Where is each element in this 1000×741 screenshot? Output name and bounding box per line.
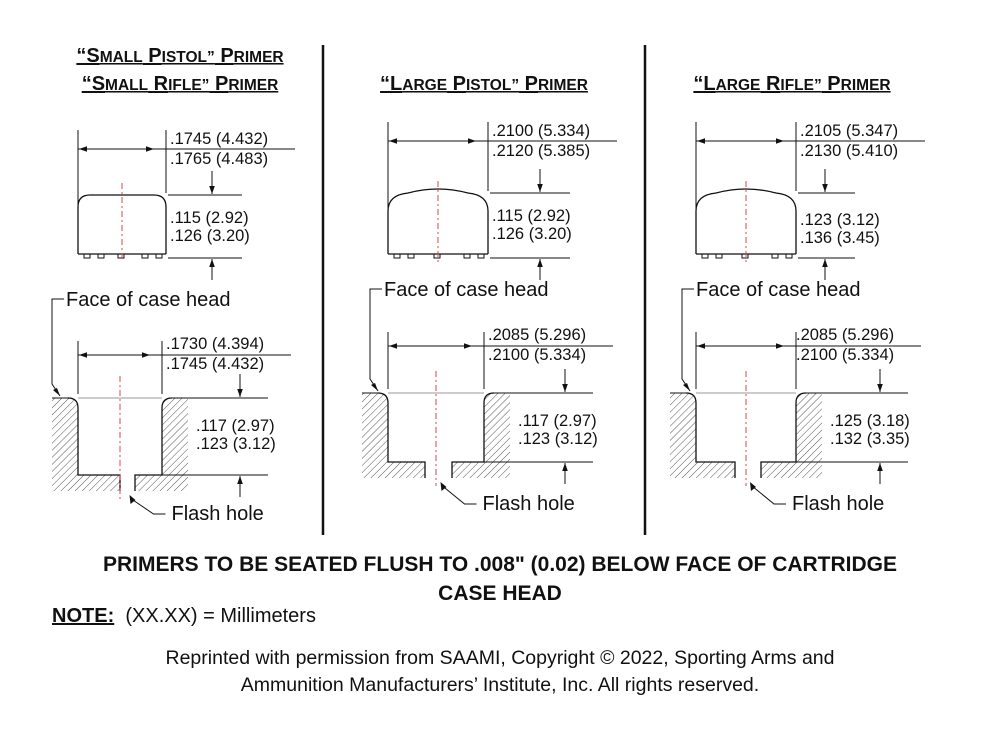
flash-hole-arrowhead	[441, 482, 447, 491]
copyright-credit	[0, 645, 1000, 699]
note-text: (XX.XX) = Millimeters	[125, 605, 316, 627]
credit-line: Ammunition Manufacturers’ Institute, Inc. All rights reserved.	[240, 674, 760, 696]
primer-height-value: .126 (3.20)	[170, 227, 250, 245]
seating-notice-line: CASE HEAD	[438, 582, 562, 605]
face-leader-line	[682, 289, 694, 391]
primer-diameter-value: .2130 (5.410)	[800, 142, 899, 160]
panel-title: “SMALL RIFLE” PRIMER	[81, 73, 279, 95]
panel-title: “LARGE RIFLE” PRIMER	[693, 73, 891, 95]
pocket-depth-value: .132 (3.35)	[830, 430, 910, 448]
case-head-section	[761, 393, 822, 478]
flash-hole-arrowhead	[750, 482, 756, 491]
primer-height-value: .115 (2.92)	[492, 207, 571, 225]
flash-hole-label: Flash hole	[482, 493, 575, 515]
primer-diameter-value: .1745 (4.432)	[170, 130, 269, 148]
seating-notice	[0, 550, 1000, 608]
primer-height-value: .123 (3.12)	[800, 211, 880, 229]
panel-title: “LARGE PISTOL” PRIMER	[380, 73, 588, 95]
primer-cup	[78, 195, 166, 254]
pocket-diameter-value: .2085 (5.296)	[796, 326, 895, 344]
credit-line: Reprinted with permission from SAAMI, Copyright © 2022, Sporting Arms and	[165, 647, 835, 669]
seating-notice-line: PRIMERS TO BE SEATED FLUSH TO .008" (0.02) BELOW FACE OF CARTRIDGE	[102, 553, 898, 576]
flash-hole-leader	[443, 486, 477, 504]
face-leader-arrowhead	[683, 383, 690, 391]
primer-diameter-value: .2105 (5.347)	[800, 122, 899, 140]
primer-height-value: .136 (3.45)	[800, 229, 880, 247]
face-leader-line	[370, 289, 382, 391]
case-head-section	[52, 398, 120, 491]
flash-hole-leader	[752, 486, 786, 504]
face-leader-line	[52, 299, 64, 396]
face-of-case-head-label: Face of case head	[66, 289, 231, 311]
units-note: NOTE: (XX.XX) = Millimeters	[52, 605, 316, 627]
face-of-case-head-label: Face of case head	[696, 279, 861, 301]
pocket-depth-value: .117 (2.97)	[518, 412, 597, 430]
primer-height-value: .126 (3.20)	[492, 225, 572, 243]
flash-hole-leader	[132, 499, 166, 514]
pocket-diameter-value: .2100 (5.334)	[488, 346, 587, 364]
face-leader-arrowhead	[371, 383, 378, 391]
primer-diameter-value: .1765 (4.483)	[170, 150, 269, 168]
case-head-section	[670, 393, 735, 478]
primer-diameter-value: .2100 (5.334)	[492, 122, 591, 140]
pocket-depth-value: .125 (3.18)	[830, 412, 910, 430]
flash-hole-label: Flash hole	[171, 503, 264, 525]
face-of-case-head-label: Face of case head	[384, 279, 549, 301]
pocket-diameter-value: .2085 (5.296)	[488, 326, 587, 344]
pocket-depth-value: .123 (3.12)	[518, 430, 598, 448]
face-leader-arrowhead	[53, 388, 60, 396]
flash-hole-arrowhead	[130, 495, 136, 504]
flash-hole-label: Flash hole	[792, 493, 885, 515]
pocket-diameter-value: .1745 (4.432)	[166, 355, 265, 373]
pocket-diameter-value: .1730 (4.394)	[166, 335, 265, 353]
primer-height-value: .115 (2.92)	[170, 209, 249, 227]
note-label: NOTE	[52, 605, 108, 627]
case-head-section	[452, 393, 510, 478]
pocket-diameter-value: .2100 (5.334)	[796, 346, 895, 364]
panel-title: “SMALL PISTOL” PRIMER	[76, 45, 284, 67]
pocket-depth-value: .123 (3.12)	[196, 435, 276, 453]
case-head-section	[362, 393, 425, 478]
pocket-depth-value: .117 (2.97)	[196, 417, 275, 435]
primer-diameter-value: .2120 (5.385)	[492, 142, 591, 160]
